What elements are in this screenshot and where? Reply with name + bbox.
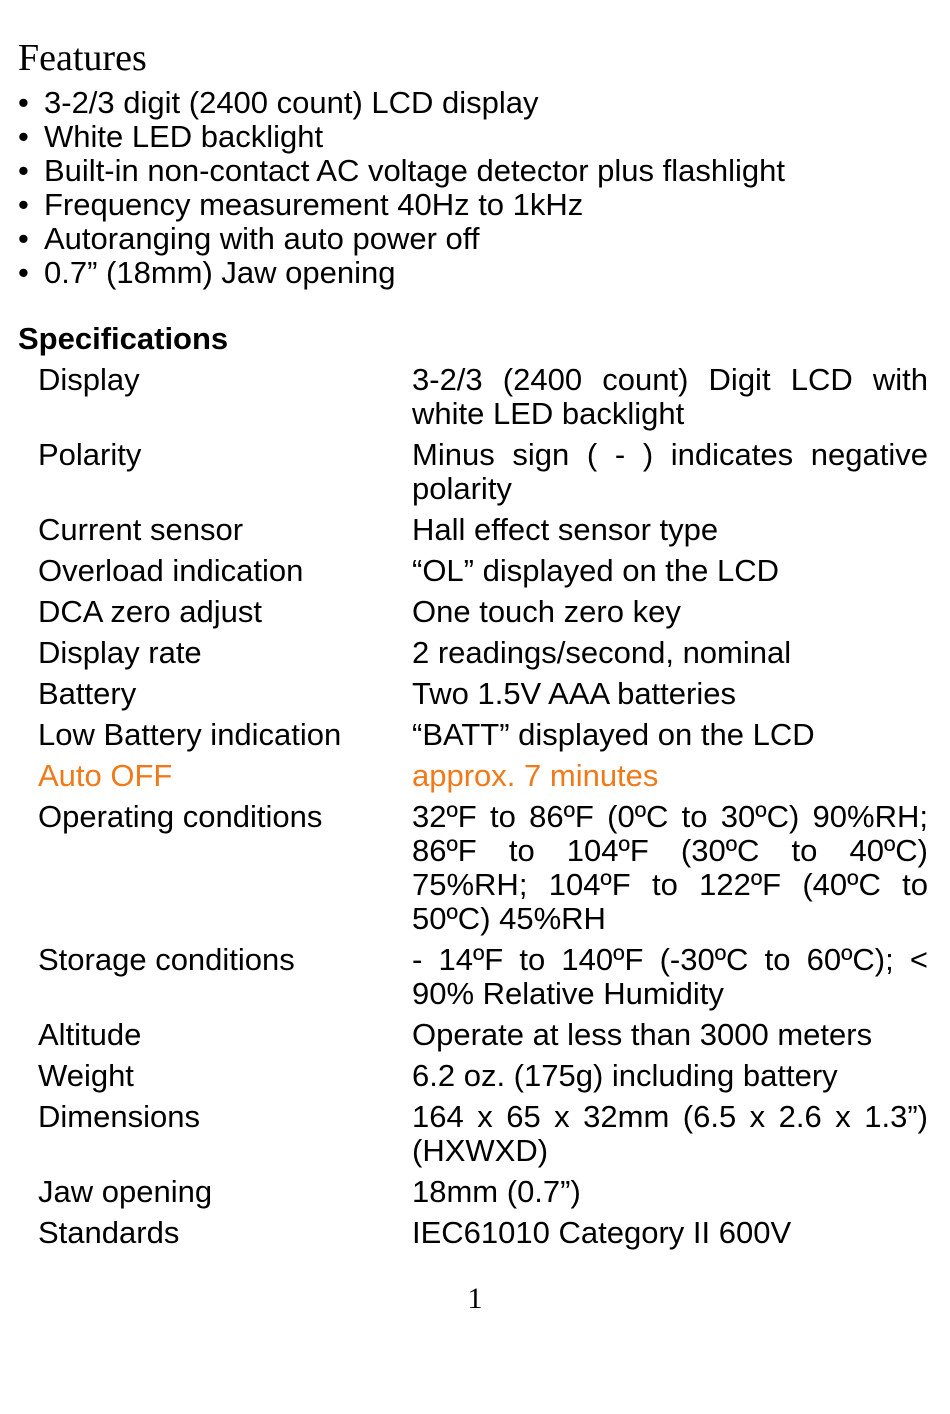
list-item: • Autoranging with auto power off [18,221,480,256]
bullet-icon: • [18,221,29,256]
spec-label: Weight [38,1058,134,1093]
spec-label: Low Battery indication [38,717,342,752]
spec-value: 18mm (0.7”) [412,1174,581,1209]
spec-value: Minus sign ( - ) indicates negative polarity [412,437,928,506]
spec-label: Current sensor [38,512,244,547]
spec-value: approx. 7 minutes [412,758,659,793]
spec-row-dimensions [38,1100,928,1168]
bullet-icon: • [18,153,29,188]
bullet-icon: • [18,119,29,154]
spec-value: One touch zero key [412,594,681,629]
spec-label: Battery [38,676,137,711]
spec-row-overload-indication [38,554,928,588]
spec-row-auto-off [38,759,928,793]
spec-value: Hall effect sensor type [412,512,719,547]
spec-label: Altitude [38,1017,142,1052]
specifications-heading: Specifications [18,321,229,356]
bullet-icon: • [18,85,29,120]
features-list [18,86,785,290]
spec-label: Overload indication [38,553,304,588]
spec-row-weight [38,1059,928,1093]
spec-value: 6.2 oz. (175g) including battery [412,1058,838,1093]
spec-label: Display rate [38,635,202,670]
spec-value: Operate at less than 3000 meters [412,1017,873,1052]
spec-value: “BATT” displayed on the LCD [412,717,815,752]
spec-row-battery [38,677,928,711]
specifications-table [38,363,928,1257]
spec-row-jaw-opening [38,1175,928,1209]
spec-value: IEC61010 Category II 600V [412,1215,792,1250]
spec-label: Display [38,362,140,397]
spec-label: Dimensions [38,1099,200,1134]
spec-row-current-sensor [38,513,928,547]
spec-label: Storage conditions [38,942,295,977]
list-item: • 0.7” (18mm) Jaw opening [18,255,396,290]
list-item: • White LED backlight [18,119,324,154]
features-heading: Features [18,37,147,79]
spec-value: 2 readings/second, nominal [412,635,792,670]
spec-row-polarity [38,438,928,506]
spec-label: DCA zero adjust [38,594,262,629]
bullet-icon: • [18,255,29,290]
list-item: • Built-in non-contact AC voltage detector plus flashlight [18,153,785,188]
spec-label: Jaw opening [38,1174,213,1209]
spec-value: - 14ºF to 140ºF (-30ºC to 60ºC); < 90% Relative Humidity [412,942,928,1011]
bullet-icon: • [18,187,29,222]
spec-value: 3-2/3 (2400 count) Digit LCD with white LED backlight [412,362,928,431]
spec-label: Auto OFF [38,758,173,793]
spec-label: Polarity [38,437,142,472]
list-item: • Frequency measurement 40Hz to 1kHz [18,187,584,222]
spec-label: Operating conditions [38,799,323,834]
spec-label: Standards [38,1215,180,1250]
spec-row-standards [38,1216,928,1250]
spec-value: 32ºF to 86ºF (0ºC to 30ºC) 90%RH; 86ºF to 104ºF (30ºC to 40ºC) 75%RH; 104ºF to 122ºF (40ºC to 50ºC) 45%RH [412,799,928,936]
spec-row-altitude [38,1018,928,1052]
list-item: • 3-2/3 digit (2400 count) LCD display [18,85,539,120]
spec-row-display [38,363,928,431]
spec-value: 164 x 65 x 32mm (6.5 x 2.6 x 1.3”) (HXWXD) [412,1099,928,1168]
spec-row-storage-conditions [38,943,928,1011]
spec-value: Two 1.5V AAA batteries [412,676,736,711]
spec-row-dca-zero-adjust [38,595,928,629]
spec-row-low-battery-indication [38,718,928,752]
page-number: 1 [467,1282,483,1315]
spec-value: “OL” displayed on the LCD [412,553,780,588]
spec-row-operating-conditions [38,800,928,936]
spec-row-display-rate [38,636,928,670]
